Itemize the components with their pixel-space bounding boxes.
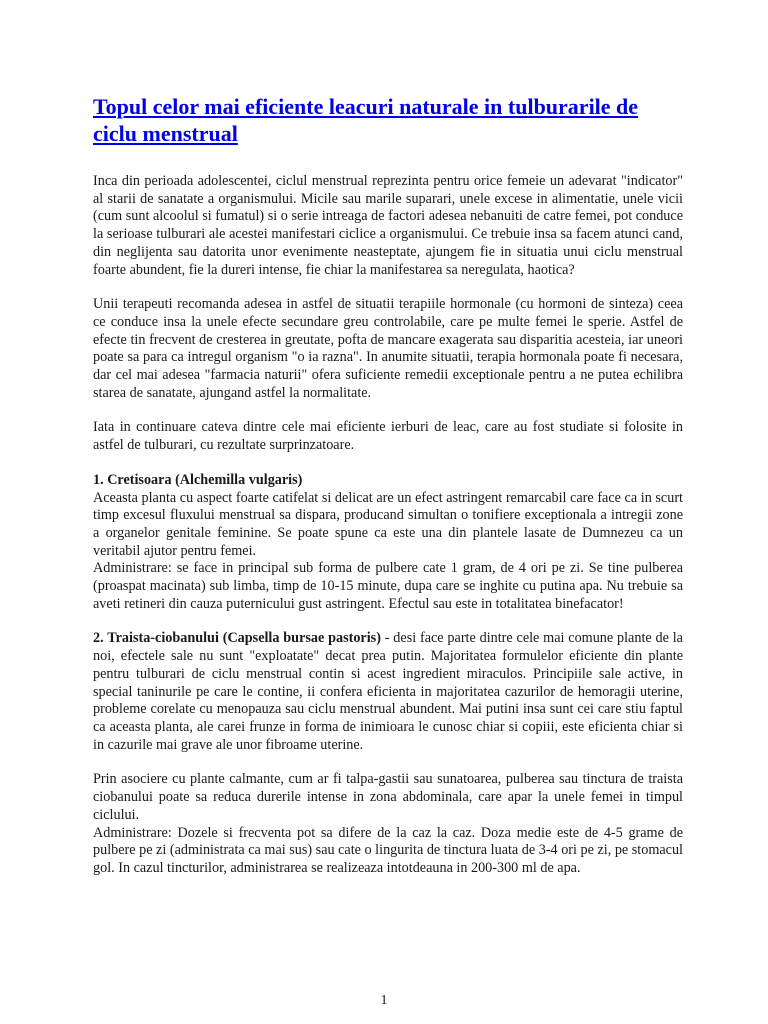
section-1-body: Aceasta planta cu aspect foarte catifelat si delicat are un efect astringent remarcabil care face ca in scurt timp excesul fluxului menstrual sa dispara, producand simultan o tonifiere exceptionala a intregii zone a organelor genitale feminine. Se poate spune ca este una din plantele lasate de Dumnezeu ca un veritabil ajutor pentru femei. [93,489,683,559]
section-cretisoara [93,472,683,614]
intro-paragraph-1: Inca din perioada adolescentei, ciclul menstrual reprezinta pentru orice femeie un adevarat "indicator" al starii de sanatate a organismului. Micile sau marile suparari, unele excese in alimentatie, unele vicii (cum sunt alcoolul si fumatul) si o serie intreaga de factori adesea nebanuiti de catre femei, pot conduce la serioase tulburari ale acestei manifestari ciclice a organismului. Ce trebuie insa sa facem atunci cand, din neglijenta sau datorita unor evenimente neasteptate, ajungem fie in situatia unui ciclu menstrual foarte abundent, fie la dureri intense, fie chiar la manifestarea sa neregulata, haotica? [93,173,683,278]
document-title[interactable]: Topul celor mai eficiente leacuri naturale in tulburarile de ciclu menstrual [93,94,639,146]
document-page [93,93,683,895]
section-traista-ciobanului [93,630,683,877]
section-2-body: - desi face parte dintre cele mai comune plante de la noi, efectele sale nu sunt "exploatate" decat prea putin. Majoritatea formulelor eficiente din plante pentru tulburari de ciclu menstrual contin si acest ingredient miraculos. Principiile sale active, in special taninurile pe care le contine, ii confera eficienta in majoritatea cazurilor de hemoragii uterine, probleme corelate cu menopauza sau ciclu menstrual abundent. Mai putini insa sunt cei care stiu faptul ca aceasta planta, ale carei frunze in forma de inimioara le cunosc chiar si copiii, este eficienta chiar si in cazurile mai grave ale unor fibroame uterine. [93,630,683,753]
section-2-body-paragraph [93,630,683,754]
section-2-administration: Administrare: Dozele si frecventa pot sa difere de la caz la caz. Doza medie este de 4-5 grame de pulbere pe zi (administrata ca mai sus) sau cate o lingurita de tinctura luata de 3-4 ori pe zi, pe stomacul gol. In cazul tincturilor, administrarea se realizeaza intotdeauna in 200-300 ml de apa. [93,824,683,876]
intro-paragraph-3: Iata in continuare cateva dintre cele mai eficiente ierburi de leac, care au fost studiate si folosite in astfel de tulburari, cu rezultate surprinzatoare. [93,419,683,454]
section-2-paragraph-2: Prin asociere cu plante calmante, cum ar fi talpa-gastii sau sunatoarea, pulberea sau tinctura de traista ciobanului poate sa reduca durerile intense in zona abdominala, care apar la unele femei in timpul ciclului. [93,771,683,823]
section-1-administration: Administrare: se face in principal sub forma de pulbere cate 1 gram, de 4 ori pe zi. Se tine pulberea (proaspat macinata) sub limba, timp de 10-15 minute, dupa care se inghite cu putina apa. Nu trebuie sa aveti retineri din cauza puternicului gust astringent. Efectul sau este in totalitatea binefacator! [93,560,683,612]
intro-paragraph-2: Unii terapeuti recomanda adesea in astfel de situatii terapiile hormonale (cu hormoni de sinteza) ceea ce conduce insa la unele efecte secundare greu controlabile, care pe multe femei le sperie. Astfel de efecte tin frecvent de cresterea in greutate, pofta de mancare exagerata sau disparitia acesteia, iar uneori poate sa para ca intregul organism "o ia razna". In anumite situatii, terapia hormonala poate fi necesara, dar cel mai adesea "farmacia naturii" ofera suficiente remedii exceptionale pentru a ne putea echilibra starea de sanatate, ajungand astfel la normalitate. [93,296,683,401]
section-2-heading: 2. Traista-ciobanului (Capsella bursae pastoris) [93,630,381,647]
section-1-heading: 1. Cretisoara (Alchemilla vulgaris) [93,471,303,488]
page-number: 1 [380,993,388,1008]
